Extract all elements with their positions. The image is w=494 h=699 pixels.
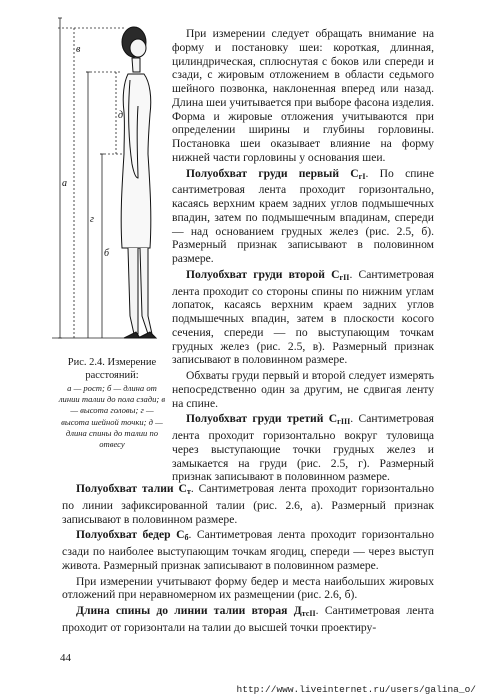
paragraph-heading: Полуобхват груди первый С (186, 166, 359, 180)
woman-silhouette-illustration (52, 16, 172, 364)
watermark-url: http://www.liveinternet.ru/users/galina_o/ (236, 684, 476, 695)
marker-b: б (104, 248, 110, 259)
paragraph: Длина спины до линии талии вторая $Д_{тсII}$. Сантиметровая лента проходит от горизонтали на талии до высшей точки проектиру- (62, 604, 434, 634)
marker-d: д (118, 110, 124, 121)
figure-legend: а — рост; б — длина от линии талии до пола сзади; в — высота головы; г — высота шейной точки; д — длина спины до талии по отвесу (58, 383, 166, 450)
paragraph-heading: Полуобхват груди третий С (186, 412, 338, 426)
paragraph: Полуобхват груди второй $С_{гII}$. Сантиметровая лента проходит со стороны спины по нижним углам лопаток, касаясь верхним краем задних углов подмышечных впадин, затем в плоскости косого сечения, спереди — по выступающим точкам грудных желез (рис. 2.5, в). Размерный признак записывают в половинном размере. (172, 267, 434, 367)
heading-subscript: гIII (337, 417, 351, 427)
heading-subscript: б (184, 533, 189, 543)
paragraph: Обхваты груди первый и второй следует измерять непосредственно один за другим, не сдвигая ленту на спине. (172, 369, 434, 410)
page-number: 44 (60, 652, 71, 664)
paragraph: При измерении учитывают форму бедер и места наибольших жировых отложений при неравномерном их размещении (рис. 2.6, б). (62, 574, 434, 602)
marker-g: г (90, 214, 94, 225)
heading-subscript: т (186, 487, 191, 497)
paragraph-heading: Полуобхват груди второй С (186, 267, 340, 281)
paragraph-heading: Полуобхват бедер С (76, 528, 185, 542)
paragraph: Полуобхват бедер $С_б$. Сантиметровая лента проходит горизонтально сзади по наиболее выступающим точкам ягодиц, спереди — через выступ живота. Размерный признак записывают в половинном размере. (62, 528, 434, 572)
full-width-text (62, 482, 434, 635)
paragraph-heading: Длина спины до линии талии вторая Д (76, 604, 302, 618)
measurement-figure (52, 16, 172, 364)
marker-v: в (76, 44, 81, 55)
figure-caption: Рис. 2.4. Измерение расстояний: (67, 357, 157, 381)
heading-subscript: гII (339, 272, 350, 282)
heading-subscript: тсII (301, 609, 316, 619)
right-column-text (172, 27, 434, 484)
heading-subscript: гI (358, 171, 366, 181)
paragraph: Полуобхват талии $С_т$. Сантиметровая лента проходит горизонтально по линии зафиксированной талии (рис. 2.6, а). Размерный признак записывают в половинном размере. (62, 482, 434, 526)
paragraph-heading: Полуобхват талии С (76, 482, 187, 495)
marker-a: а (62, 178, 67, 189)
paragraph: Полуобхват груди третий $С_{гIII}$. Сантиметровая лента проходит горизонтально вокруг туловища через выступающие точки грудных желез и замыкается на груди (рис. 2.5, г). Размерный признак записывают в половинном размере. (172, 412, 434, 484)
paragraph: При измерении следует обращать внимание на форму и постановку шеи: короткая, длинная, цилиндрическая, сплюснутая с боков или спереди и сзади, с жировым отложением в области седьмого шейного позвонка, наклоненная вперед или назад. Длина шеи учитывается при выборе фасона изделия. Форма и жировые отложения учитываются при определении ширины и глубины горловины. Постановка шеи оказывает влияние на форму нижней части горловины у основания шеи. (172, 27, 434, 164)
paragraph: Полуобхват груди первый $С_{гI}$. По спине сантиметровая лента проходит горизонтально, касаясь верхним краем задних углов подмышечных впадин, затем по подмышечным впадинам, спереди — над основанием грудных желез (рис. 2.5, б). Размерный признак записывают в половинном размере. (172, 166, 434, 266)
